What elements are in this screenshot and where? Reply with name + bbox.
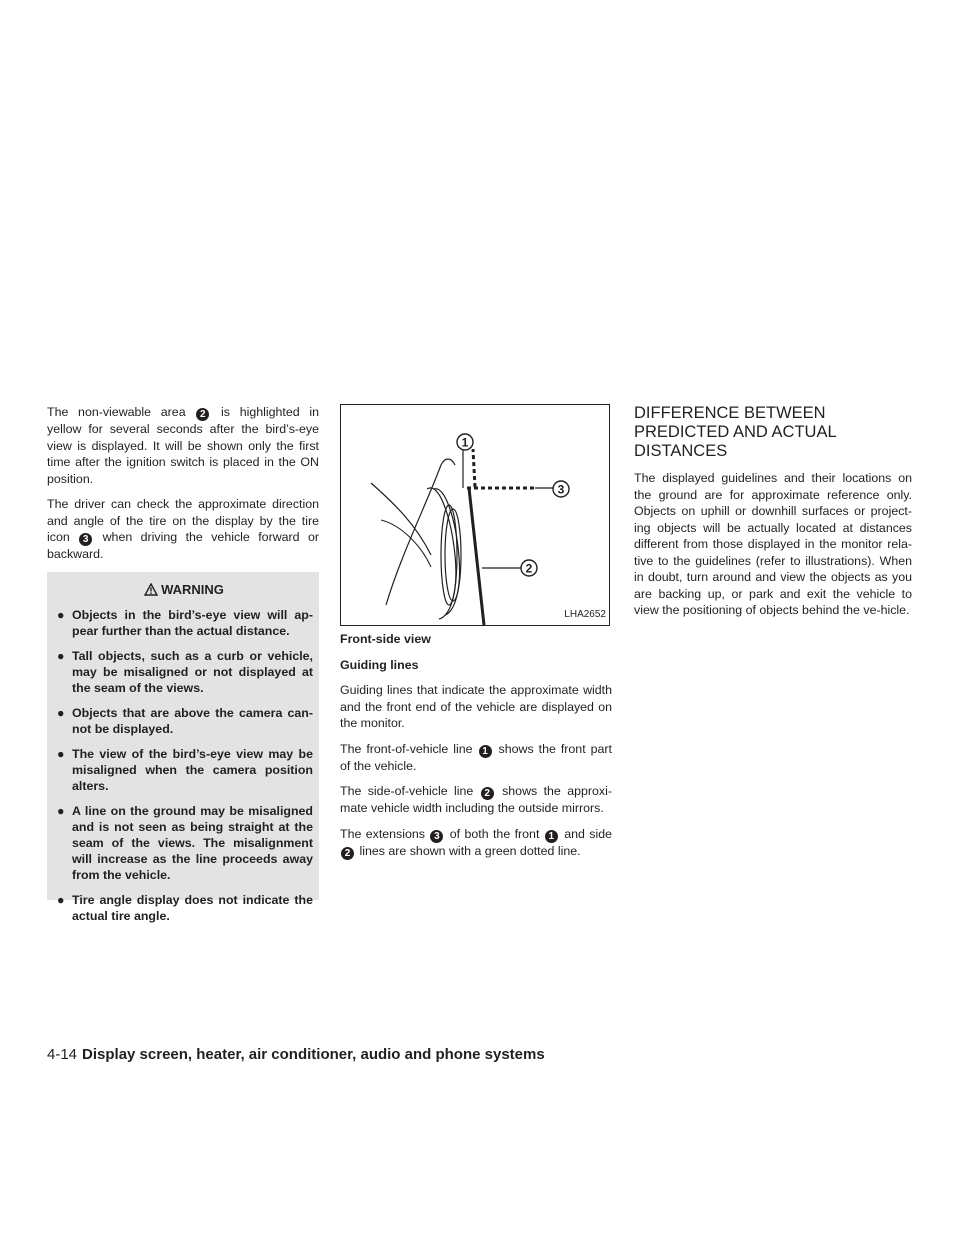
bullet-icon: ● [57, 608, 65, 622]
warning-title: WARNING [161, 581, 224, 597]
middle-paragraph-4: The extensions 3 of both the front 1 and side 2 lines are shown with a green dotted line. [340, 826, 612, 859]
middle-paragraph-1: Guiding lines that indicate the approximate width and the front end of the vehicle are displayed on the monitor. [340, 683, 612, 730]
figure-callout-3: 3 [557, 482, 565, 497]
warning-item: ● Tire angle display does not indicate the actual tire angle. [57, 893, 313, 923]
left-column [47, 404, 319, 923]
callout-2-icon: 2 [196, 408, 209, 421]
warning-item: ● The view of the bird’s-eye view may be misaligned when the camera position alters. [57, 747, 313, 793]
warning-box [47, 572, 319, 923]
warning-item: ● Objects that are above the camera can-not be displayed. [57, 706, 313, 736]
front-side-view-figure [340, 404, 610, 626]
callout-2-icon: 2 [341, 847, 354, 860]
right-paragraph-1: The displayed guidelines and their locations on the ground are for approximate reference only. Objects on uphill or downhill surfaces or project-ing objects will be actually located at distances different from those displayed in the monitor rela-tive to the guidelines (refer to illustrations). When in doubt, turn around and view the objects as you are backing up, or park and exit the vehicle to view the positioning of objects behind the ve-hicle. [634, 471, 912, 617]
chapter-title: Display screen, heater, air conditioner, audio and phone systems [82, 1046, 545, 1063]
left-paragraph-2: The driver can check the approximate direction and angle of the tire on the display by the tire icon 3 when driving the vehicle forward or backward. [47, 497, 319, 561]
bullet-icon: ● [57, 893, 65, 907]
bullet-icon: ● [57, 649, 65, 663]
callout-3-icon: 3 [79, 533, 92, 546]
bullet-icon: ● [57, 706, 65, 720]
page-number: 4-14 [47, 1046, 78, 1063]
warning-heading [55, 582, 313, 599]
warning-item: ● A line on the ground may be misaligned and is not seen as being straight at the seam of the views. The misalignment will increase as the line proceeds away from the vehicle. [57, 804, 313, 882]
callout-1-icon: 1 [479, 745, 492, 758]
callout-2-icon: 2 [481, 787, 494, 800]
middle-column [340, 404, 612, 869]
figure-callout-1: 1 [461, 435, 469, 450]
figure-callout-2: 2 [525, 561, 533, 576]
subheading-guiding-lines: Guiding lines [340, 657, 419, 672]
page-footer [47, 1046, 545, 1063]
warning-triangle-icon [144, 583, 158, 596]
figure-code: LHA2652 [564, 608, 606, 620]
middle-paragraph-3: The side-of-vehicle line 2 shows the approxi-mate vehicle width including the outside mirrors. [340, 784, 612, 815]
section-title: DIFFERENCE BETWEEN PREDICTED AND ACTUAL DISTANCES [634, 404, 837, 460]
warning-list [55, 607, 313, 924]
front-side-view-illustration [341, 405, 609, 625]
callout-3-icon: 3 [430, 830, 443, 843]
warning-item: ● Objects in the bird’s-eye view will ap-pear further than the actual distance. [57, 608, 313, 638]
middle-paragraph-2: The front-of-vehicle line 1 shows the front part of the vehicle. [340, 741, 612, 773]
callout-1-icon: 1 [545, 830, 558, 843]
left-paragraph-1: The non-viewable area 2 is highlighted in yellow for several seconds after the bird’s-eye view is displayed. It will be shown only the first time after the ignition switch is placed in the ON position. [47, 405, 319, 486]
right-column [634, 404, 912, 628]
warning-item: ● Tall objects, such as a curb or vehicle, may be misaligned or not displayed at the seam of the views. [57, 649, 313, 695]
bullet-icon: ● [57, 804, 65, 818]
bullet-icon: ● [57, 747, 65, 761]
figure-caption: Front-side view [340, 632, 431, 646]
